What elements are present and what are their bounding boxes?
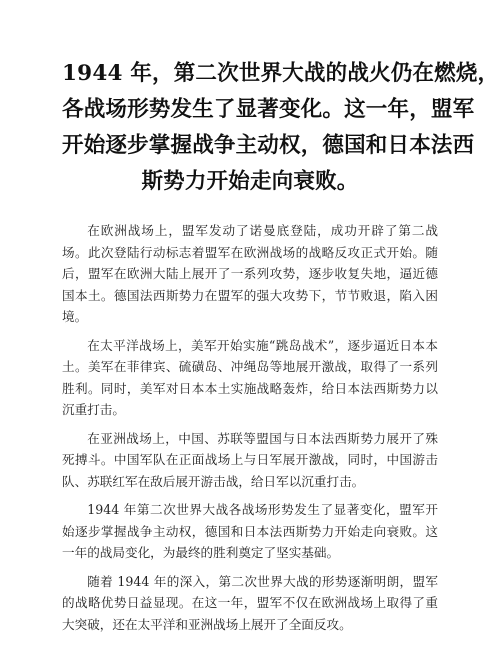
- document-title: [62, 56, 500, 200]
- paragraph-outlook: 随着 1944 年的深入，第二次世界大战的形势逐渐明朗，盟军的战略优势日益显现。在这一年，盟军不仅在欧洲战场上取得了重大突破，还在太平洋和亚洲战场上展开了全面反攻。: [62, 573, 438, 632]
- title-line-1: 1944 年，第二次世界大战的战火仍在燃烧，: [62, 61, 500, 86]
- paragraph-asia: 在亚洲战场上，中国、苏联等盟国与日本法西斯势力展开了殊死搏斗。中国军队在正面战场上与日军展开激战，同时，中国游击队、苏联红军在敌后展开游击战，给日军以沉重打击。: [62, 430, 438, 489]
- paragraph-europe: 在欧洲战场上，盟军发动了诺曼底登陆，成功开辟了第二战场。此次登陆行动标志着盟军在欧洲战场的战略反攻正式开始。随后，盟军在欧洲大陆上展开了一系列攻势，逐步收复失地，逼近德国本土。德国法西斯势力在盟军的强大攻势下，节节败退，陷入困境。: [62, 223, 438, 324]
- paragraph-pacific: 在太平洋战场上，美军开始实施“跳岛战术”，逐步逼近日本本土。美军在菲律宾、硫磺岛、冲绳岛等地展开激战，取得了一系列胜利。同时，美军对日本本土实施战略轰炸，给日本法西斯势力以沉重打击。: [62, 337, 438, 417]
- paragraph-summary: 1944 年第二次世界大战各战场形势发生了显著变化，盟军开始逐步掌握战争主动权，德国和日本法西斯势力开始走向衰败。这一年的战局变化，为最终的胜利奠定了坚实基础。: [62, 502, 438, 560]
- title-line-4: 斯势力开始走向衰败。: [141, 169, 359, 194]
- title-line-2: 各战场形势发生了显著变化。这一年，盟军: [62, 97, 475, 122]
- title-line-3: 开始逐步掌握战争主动权，德国和日本法西: [62, 133, 475, 158]
